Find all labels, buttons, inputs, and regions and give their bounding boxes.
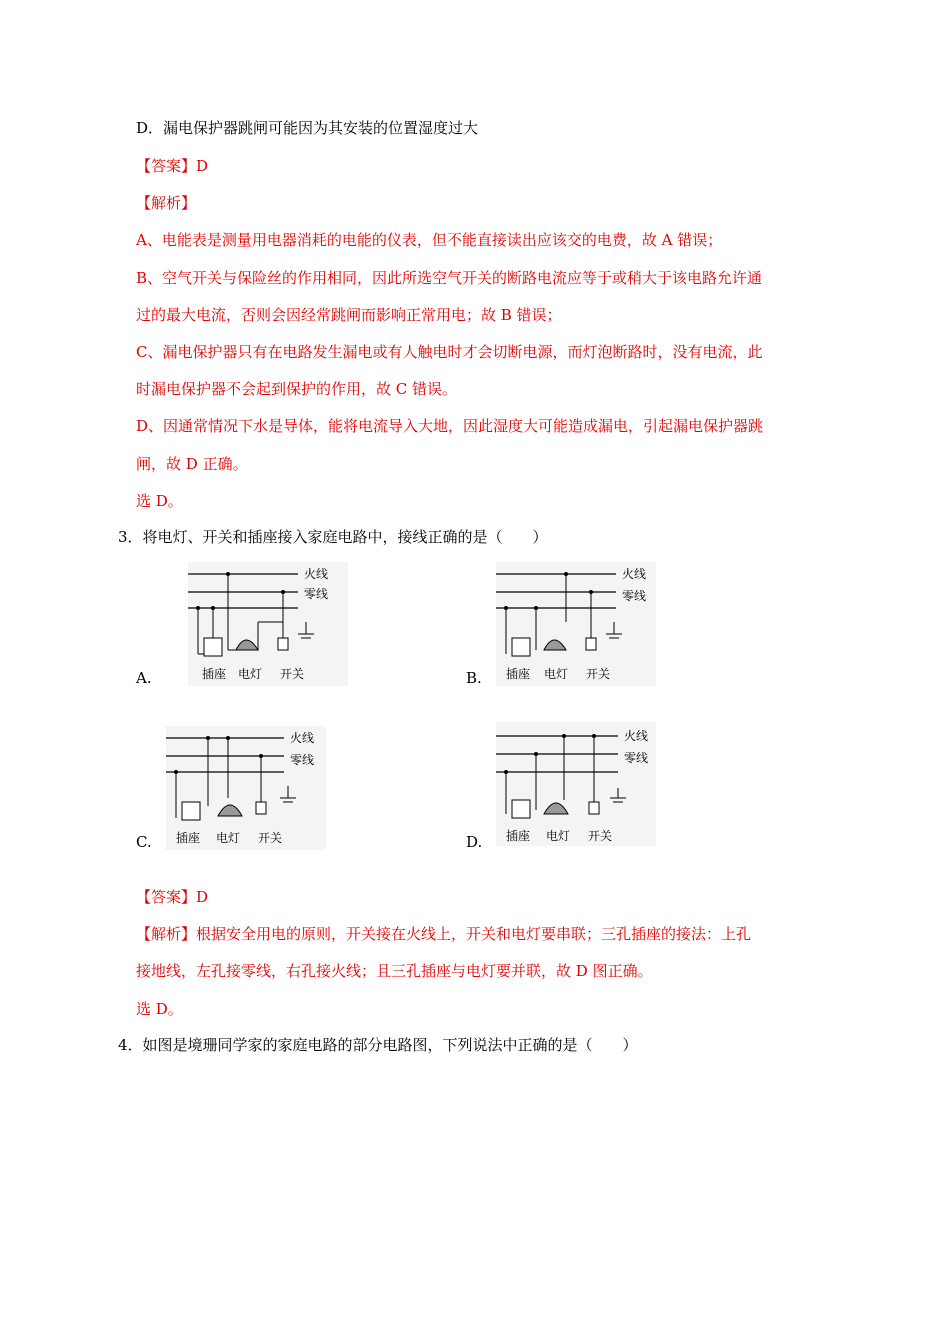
- analysis-line: 时漏电保护器不会起到保护的作用，故 C 错误。: [136, 380, 458, 398]
- neutral-wire-label: 零线: [304, 587, 329, 601]
- analysis-line: B、空气开关与保险丝的作用相同，因此所选空气开关的断路电流应等于或稍大于该电路允许通: [136, 269, 763, 287]
- switch-icon: [278, 638, 288, 650]
- switch-icon: [589, 802, 599, 814]
- socket-icon: [512, 800, 530, 818]
- analysis-line: [136, 924, 751, 944]
- answer-tag: 【答案】: [136, 157, 197, 175]
- option-b-label: B.: [466, 669, 482, 687]
- live-wire-label: 火线: [304, 567, 329, 581]
- socket-icon: [512, 638, 530, 656]
- switch-icon: [256, 802, 266, 814]
- answer-tag: 【答案】: [136, 888, 197, 906]
- neutral-wire-label: 零线: [624, 751, 649, 765]
- socket-label: 插座: [506, 829, 531, 843]
- conclusion: 选 D。: [136, 492, 183, 510]
- analysis-line: A、电能表是测量用电器消耗的电能的仪表，但不能直接读出应该交的电费，故 A 错误；: [136, 231, 723, 249]
- socket-label: 插座: [506, 667, 531, 681]
- option-d-text: D．漏电保护器跳闸可能因为其安装的位置湿度过大: [136, 119, 479, 137]
- live-wire-label: 火线: [290, 731, 315, 745]
- live-wire-label: 火线: [624, 729, 649, 743]
- answer-line: [136, 156, 208, 176]
- switch-label: 开关: [258, 831, 283, 845]
- socket-icon: [204, 638, 222, 656]
- answer-value: D: [196, 157, 209, 175]
- question-4-stem: 4．如图是境珊同学家的家庭电路的部分电路图，下列说法中正确的是（ ）: [118, 1036, 638, 1054]
- analysis-line: C、漏电保护器只有在电路发生漏电或有人触电时才会切断电源，而灯泡断路时，没有电流，此: [136, 343, 763, 361]
- option-c-label: C.: [136, 833, 152, 851]
- analysis-line: 闸，故 D 正确。: [136, 455, 248, 473]
- lamp-label: 电灯: [216, 831, 241, 845]
- circuit-diagram-a: [188, 562, 348, 686]
- circuit-diagram-c: [166, 726, 326, 850]
- analysis-line: D、因通常情况下水是导体，能将电流导入大地，因此湿度大可能造成漏电，引起漏电保护器跳: [136, 417, 764, 435]
- option-d-label: D.: [466, 833, 483, 851]
- answer-line: [136, 887, 208, 907]
- answer-value: D: [196, 888, 209, 906]
- analysis-tag: 【解析】: [136, 925, 197, 943]
- lamp-label: 电灯: [544, 667, 569, 681]
- socket-icon: [182, 802, 200, 820]
- switch-label: 开关: [588, 829, 613, 843]
- analysis-line: 接地线，左孔接零线，右孔接火线；且三孔插座与电灯要并联，故 D 图正确。: [136, 962, 653, 980]
- socket-label: 插座: [176, 831, 201, 845]
- lamp-label: 电灯: [546, 829, 571, 843]
- neutral-wire-label: 零线: [622, 589, 647, 603]
- circuit-diagram-d: [496, 722, 656, 846]
- neutral-wire-label: 零线: [290, 753, 315, 767]
- live-wire-label: 火线: [622, 567, 647, 581]
- question-3-stem: 3．将电灯、开关和插座接入家庭电路中，接线正确的是（ ）: [118, 528, 548, 546]
- analysis-text: 根据安全用电的原则，开关接在火线上，开关和电灯要串联；三孔插座的接法：上孔: [196, 925, 752, 943]
- switch-label: 开关: [280, 667, 305, 681]
- switch-icon: [586, 638, 596, 650]
- switch-label: 开关: [586, 667, 611, 681]
- conclusion: 选 D。: [136, 1000, 183, 1018]
- analysis-tag: 【解析】: [136, 194, 197, 212]
- analysis-line: 过的最大电流，否则会因经常跳闸而影响正常用电；故 B 错误；: [136, 306, 562, 324]
- socket-label: 插座: [202, 667, 227, 681]
- lamp-label: 电灯: [238, 667, 263, 681]
- circuit-diagram-b: [496, 562, 656, 686]
- option-a-label: A.: [136, 669, 152, 687]
